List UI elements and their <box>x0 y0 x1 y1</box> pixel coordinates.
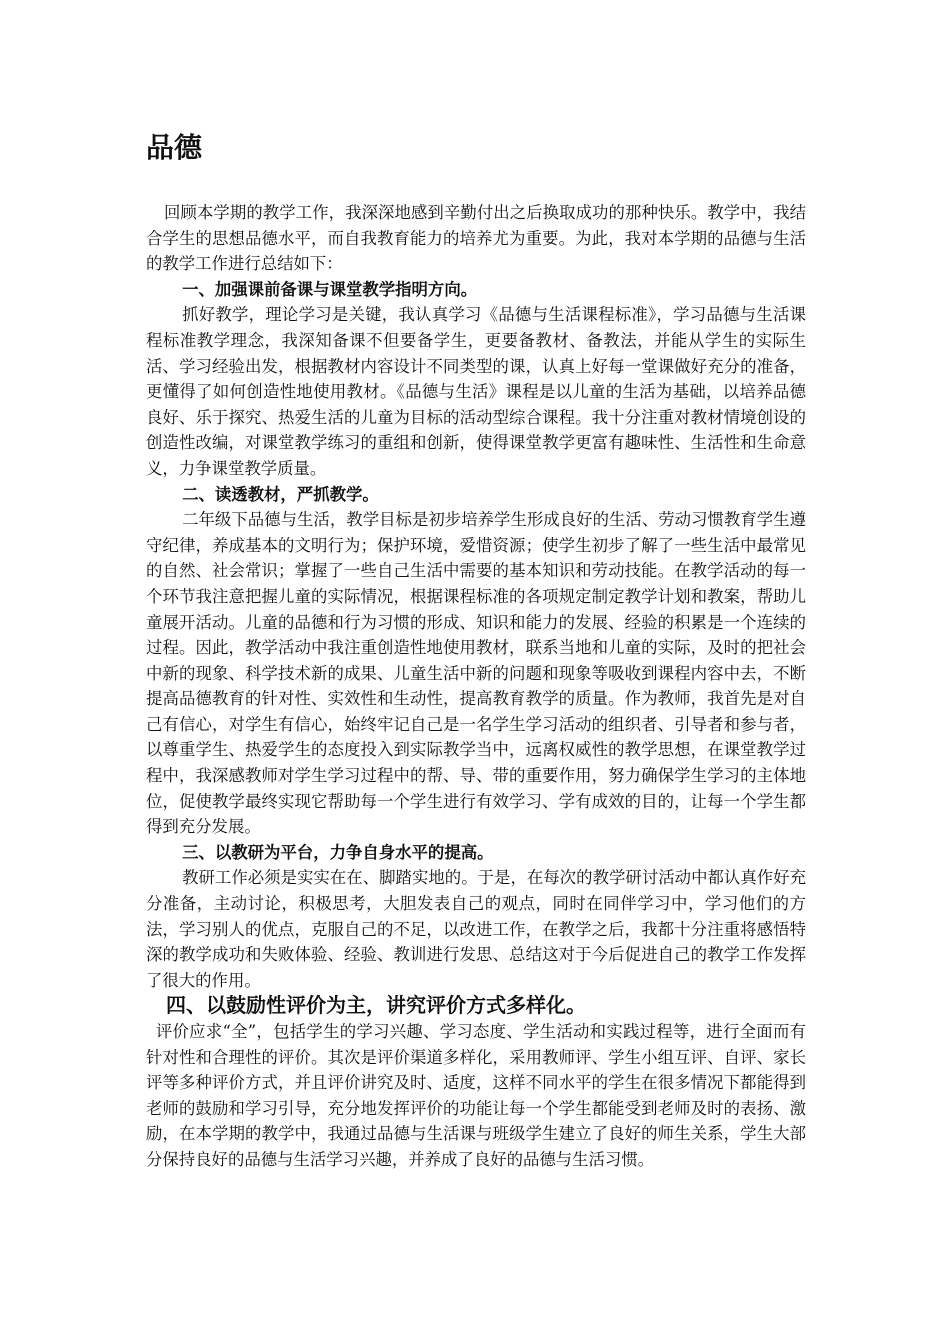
section-1-heading: 一、加强课前备课与课堂教学指明方向。 <box>182 279 478 299</box>
document-body <box>146 200 806 1173</box>
section-1-paragraph: 抓好教学，理论学习是关键，我认真学习《品德与生活课程标准》，学习品德与生活课程标准教学理念，我深知备课不但要备学生，更要备教材、备教法，并能从学生的实际生活、学习经验出发，根据教材内容设计不同类型的课，认真上好每一堂课做好充分的准备，更懂得了如何创造性地使用教材。《品德与生活》课程是以儿童的生活为基础，以培养品德良好、乐于探究、热爱生活的儿童为目标的活动型综合课程。我十分注重对教材情境创设的创造性改编，对课堂教学练习的重组和创新，使得课堂教学更富有趣味性、生活性和生命意义，力争课堂教学质量。 <box>146 305 806 478</box>
section-3-paragraph: 教研工作必须是实实在在、脚踏实地的。于是，在每次的教学研讨活动中都认真作好充分准备，主动讨论，积极思考，大胆发表自己的观点，同时在同伴学习中，学习他们的方法，学习别人的优点，克服自己的不足，以改进工作，在教学之后，我都十分注重将感悟特深的教学成功和失败体验、经验、教训进行发思、总结这对于今后促进自己的教学工作发挥了很大的作用。 <box>146 868 806 990</box>
section-4-paragraph: 评价应求“全”，包括学生的学习兴趣、学习态度、学生活动和实践过程等，进行全面而有针对性和合理性的评价。其次是评价渠道多样化，采用教师评、学生小组互评、自评、家长评等多种评价方式，并且评价讲究及时、适度，这样不同水平的学生在很多情况下都能得到老师的鼓励和学习引导，充分地发挥评价的功能让每一个学生都能受到老师及时的表扬、激励，在本学期的教学中，我通过品德与生活课与班级学生建立了良好的师生关系，学生大部分保持良好的品德与生活学习兴趣，并养成了良好的品德与生活习惯。 <box>146 1022 806 1169</box>
section-2-heading: 二、读透教材，严抓教学。 <box>182 484 379 504</box>
document-title: 品德 <box>146 131 203 164</box>
section-2-paragraph: 二年级下品德与生活，教学目标是初步培养学生形成良好的生活、劳动习惯教育学生遵守纪律，养成基本的文明行为；保护环境，爱惜资源；使学生初步了解了一些生活中最常见的自然、社会常识；掌握了一些自己生活中需要的基本知识和劳动技能。在教学活动的每一个环节我注意把握儿童的实际情况，根据课程标准的各项规定制定教学计划和教案，帮助儿童展开活动。儿童的品德和行为习惯的形成、知识和能力的发展、经验的积累是一个连续的过程。因此，教学活动中我注重创造性地使用教材，联系当地和儿童的实际，及时的把社会中新的现象、科学技术新的成果、儿童生活中新的问题和现象等吸收到课程内容中去，不断提高品德教育的针对性、实效性和生动性，提高教育教学的质量。作为教师，我首先是对自己有信心，对学生有信心，始终牢记自己是一名学生学习活动的组织者、引导者和参与者，以尊重学生、热爱学生的态度投入到实际教学当中，远离权威性的教学思想，在课堂教学过程中，我深感教师对学生学习过程中的帮、导、带的重要作用，努力确保学生学习的主体地位，促使教学最终实现它帮助每一个学生进行有效学习、学有成效的目的，让每一个学生都得到充分发展。 <box>146 510 806 837</box>
section-4-heading: 四、以鼓励性评价为主，讲究评价方式多样化。 <box>166 993 586 1018</box>
section-3-heading: 三、以教研为平台，力争自身水平的提高。 <box>182 842 494 862</box>
intro-paragraph: 回顾本学期的教学工作，我深深地感到辛勤付出之后换取成功的那种快乐。教学中，我结合学生的思想品德水平，而自我教育能力的培养尤为重要。为此，我对本学期的品德与生活的教学工作进行总结如下： <box>146 203 806 274</box>
